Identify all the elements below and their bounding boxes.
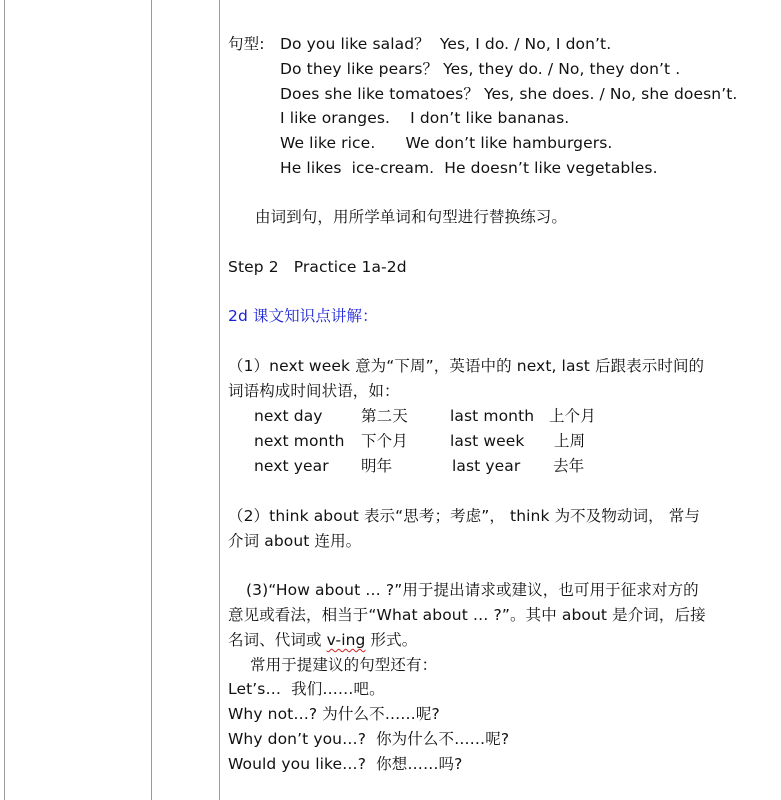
time-phrase: next month xyxy=(254,432,345,450)
point3-line4: 常用于提建议的句型还有： xyxy=(250,656,438,674)
pattern-line: I like oranges. I don’t like bananas. xyxy=(280,109,570,127)
point3-line3-post: 形式。 xyxy=(365,631,418,649)
spellcheck-marked-word: v-ing xyxy=(326,631,366,649)
suggestion-example: Why don’t you…? 你为什么不……呢? xyxy=(228,730,510,748)
time-phrase-meaning: 上个月 xyxy=(549,407,596,425)
pattern-line: We like rice. We don’t like hamburgers. xyxy=(280,134,613,152)
table-border-middle xyxy=(151,0,152,800)
time-phrase-meaning: 明年 xyxy=(361,457,393,475)
suggestion-example: Would you like…? 你想……吗? xyxy=(228,755,463,773)
table-border-left xyxy=(4,0,5,800)
time-phrase: next day xyxy=(254,407,323,425)
time-phrase-meaning: 第二天 xyxy=(361,407,408,425)
point2-line1: （2）think about 表示“思考；考虑”， think 为不及物动词， 常与 xyxy=(228,507,700,525)
time-phrase-meaning: 去年 xyxy=(553,457,585,475)
table-border-content xyxy=(219,0,220,800)
suggestion-example: Why not…? 为什么不……呢? xyxy=(228,705,440,723)
suggestion-example: Let’s… 我们……吧。 xyxy=(228,680,385,698)
pattern-line: He likes ice-cream. He doesn’t like vegetables. xyxy=(280,159,658,177)
step-heading: Step 2 Practice 1a-2d xyxy=(228,258,407,276)
point2-line2: 介词 about 连用。 xyxy=(228,532,362,550)
section-heading: 2d 课文知识点讲解： xyxy=(228,307,378,325)
pattern-line: Do you like salad？ Yes, I do. / No, I don’t. xyxy=(280,35,612,53)
time-phrase: last week xyxy=(450,432,525,450)
pattern-line: Do they like pears？ Yes, they do. / No, they don’t . xyxy=(280,60,681,78)
practice-note: 由词到句，用所学单词和句型进行替换练习。 xyxy=(255,208,568,226)
point3-line3 xyxy=(228,630,417,650)
time-phrase: last month xyxy=(450,407,535,425)
time-phrase-meaning: 上周 xyxy=(554,432,586,450)
time-phrase: next year xyxy=(254,457,329,475)
time-phrase: last year xyxy=(452,457,521,475)
point3-line1: (3)“How about … ?”用于提出请求或建议，也可用于征求对方的 xyxy=(246,581,699,599)
time-phrase-meaning: 下个月 xyxy=(361,432,408,450)
point1-line2: 词语构成时间状语，如： xyxy=(228,382,400,400)
point3-line3-pre: 名词、代词或 xyxy=(228,631,327,649)
pattern-line: Does she like tomatoes？ Yes, she does. / No, she doesn’t. xyxy=(280,85,738,103)
point3-line2: 意见或看法，相当于“What about … ?”。其中 about 是介词，后接 xyxy=(228,606,706,624)
sentence-patterns-label: 句型: xyxy=(228,35,265,53)
point1-line1: （1）next week 意为“下周”，英语中的 next, last 后跟表示时间的 xyxy=(228,357,705,375)
